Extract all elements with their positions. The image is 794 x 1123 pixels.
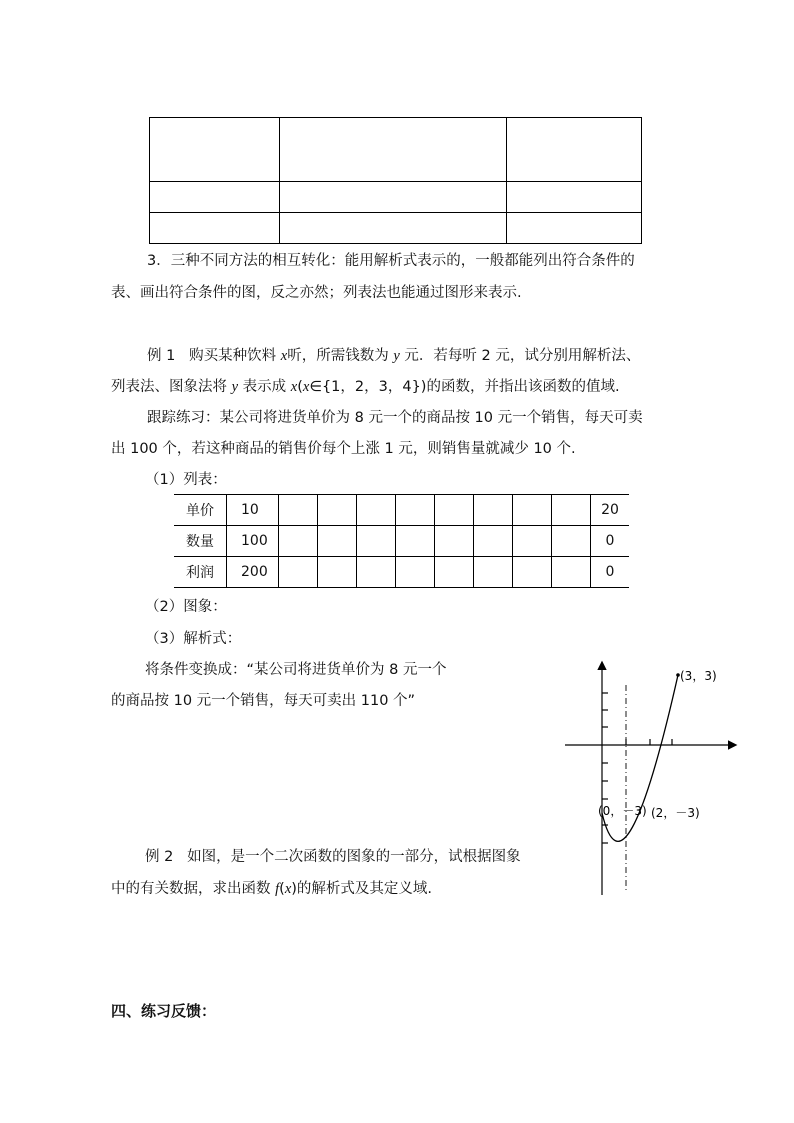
blank-cell <box>396 526 435 557</box>
label-right: (2，－3) <box>651 806 700 820</box>
blank-cell <box>357 526 396 557</box>
parabola-graph <box>560 655 760 900</box>
label-top: (3，3) <box>680 669 717 683</box>
blank-cell <box>150 118 280 182</box>
example1-line2: 列表法、图象法将 y 表示成 x(x∈{1，2，3，4})的函数，并指出该函数的值域. <box>111 379 620 395</box>
example1-text-e: 表示成 <box>242 379 287 395</box>
example1-text-a: 购买某种饮料 <box>189 348 277 364</box>
example1-text-c: 元．若每听 2 元，试分别用解析法、 <box>404 348 641 364</box>
table-cell: 0 <box>591 557 630 588</box>
example2-text-a: 如图，是一个二次函数的图象的一部分，试根据图象 <box>187 849 521 865</box>
blank-cell <box>474 526 513 557</box>
blank-cell <box>513 495 552 526</box>
blank-cell <box>318 557 357 588</box>
blank-cell <box>150 182 280 213</box>
para3-line1: 3．三种不同方法的相互转化：能用解析式表示的，一般都能列出符合条件的 <box>147 253 635 269</box>
blank-cell <box>507 213 642 244</box>
step1-label: （1）列表： <box>145 472 227 488</box>
blank-cell <box>279 557 318 588</box>
blank-cell <box>280 182 507 213</box>
blank-cell <box>396 557 435 588</box>
blank-cell <box>279 526 318 557</box>
practice-line2: 出 100 个，若这种商品的销售价每个上涨 1 元，则销售量就减少 10 个. <box>111 441 576 457</box>
blank-cell <box>552 557 591 588</box>
blank-cell <box>513 526 552 557</box>
blank-cell <box>357 557 396 588</box>
blank-cell <box>552 526 591 557</box>
example2-text-c: 的解析式及其定义域. <box>296 881 433 897</box>
example1-line1 <box>147 346 640 366</box>
blank-cell <box>150 213 280 244</box>
blank-cell <box>474 557 513 588</box>
section4-heading: 四、练习反馈： <box>111 1002 217 1020</box>
var-x: x <box>280 348 288 364</box>
blank-cell <box>507 118 642 182</box>
row-header: 数量 <box>174 526 227 557</box>
example2-line1 <box>145 847 521 867</box>
x-ticks <box>626 739 672 745</box>
blank-cell <box>280 213 507 244</box>
blank-cell <box>396 495 435 526</box>
blank-cell <box>279 495 318 526</box>
func-x: x <box>284 881 292 897</box>
table-row <box>174 557 629 588</box>
transform-line2: 的商品按 10 元一个销售，每天可卖出 110 个” <box>111 693 416 709</box>
para3-line2: 表、画出符合条件的图，反之亦然；列表法也能通过图形来表示. <box>111 285 522 301</box>
example1-label: 例 1 <box>147 348 176 364</box>
blank-cell <box>435 495 474 526</box>
blank-cell <box>474 495 513 526</box>
table-cell: 20 <box>591 495 630 526</box>
table-cell: 200 <box>227 557 279 588</box>
table-cell: 0 <box>591 526 630 557</box>
y-ticks <box>602 693 608 843</box>
blank-cell <box>507 182 642 213</box>
label-left: (0，－3) <box>598 804 647 818</box>
example2-line2: 中的有关数据，求出函数 f(x)的解析式及其定义域. <box>111 881 433 897</box>
example1-text-b: 听，所需钱数为 <box>287 348 389 364</box>
table-row <box>174 526 629 557</box>
blank-cell <box>318 495 357 526</box>
blank-table <box>149 117 642 244</box>
blank-cell <box>513 557 552 588</box>
func-f: f <box>275 881 280 897</box>
example2-label: 例 2 <box>145 849 174 865</box>
blank-cell <box>357 495 396 526</box>
var-x: x <box>302 379 310 395</box>
practice-line1: 跟踪练习：某公司将进货单价为 8 元一个的商品按 10 元一个销售，每天可卖 <box>147 410 643 426</box>
table-row <box>174 495 629 526</box>
example1-text-d: 列表法、图象法将 <box>111 379 227 395</box>
table-cell: 100 <box>227 526 279 557</box>
step3-label: （3）解析式： <box>145 631 242 647</box>
blank-cell <box>435 557 474 588</box>
blank-cell <box>280 118 507 182</box>
step2-label: （2）图象： <box>145 599 227 615</box>
profit-table <box>174 494 629 588</box>
blank-cell <box>435 526 474 557</box>
example1-text-f: ∈{1，2，3，4})的函数，并指出该函数的值域. <box>309 379 620 395</box>
transform-line1: 将条件变换成：“某公司将进货单价为 8 元一个 <box>145 662 447 678</box>
var-x: x <box>290 379 298 395</box>
blank-cell <box>318 526 357 557</box>
table-cell: 10 <box>227 495 279 526</box>
blank-cell <box>552 495 591 526</box>
row-header: 利润 <box>174 557 227 588</box>
row-header: 单价 <box>174 495 227 526</box>
example2-text-b: 中的有关数据，求出函数 <box>111 881 271 897</box>
var-y: y <box>231 379 239 395</box>
var-y: y <box>393 348 400 364</box>
